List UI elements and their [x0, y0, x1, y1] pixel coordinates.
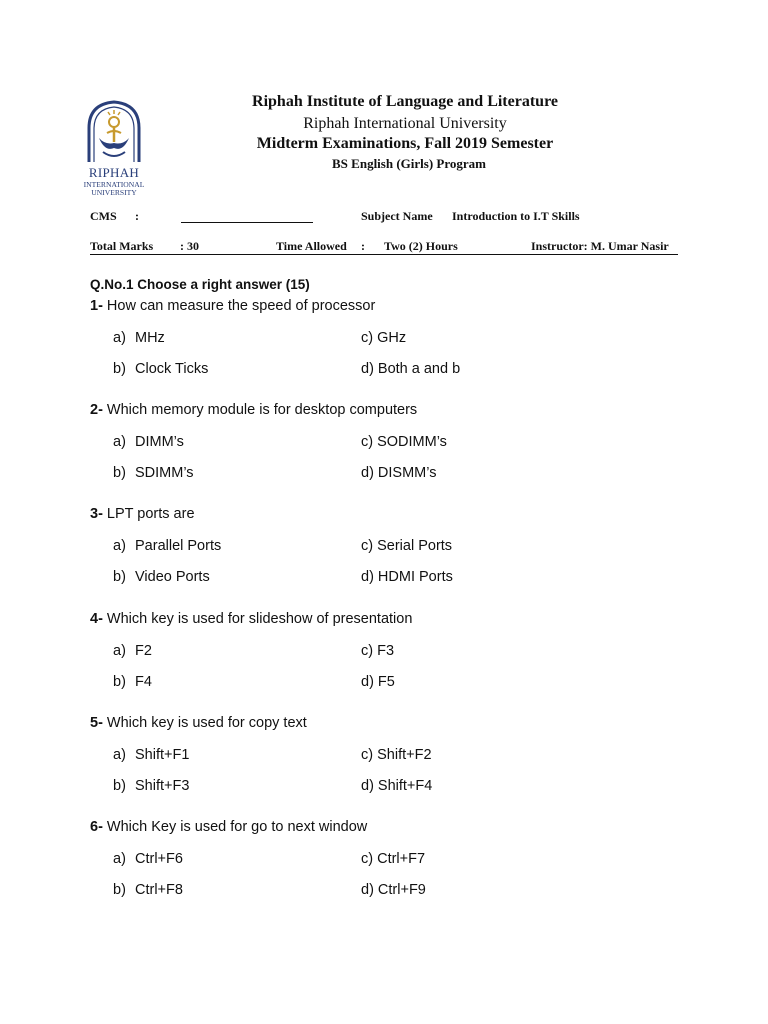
option-text: Shift+F1: [135, 747, 190, 763]
option-d: d) Ctrl+F9: [361, 882, 426, 898]
option-c: c) F3: [361, 643, 395, 659]
option-b: [113, 361, 208, 377]
header-rule: [90, 254, 678, 255]
question-number: 2-: [90, 402, 103, 418]
question-number: 4-: [90, 611, 103, 627]
cms-blank-line: [181, 222, 313, 223]
option-text: Video Ports: [135, 569, 210, 585]
option-text: Ctrl+F8: [135, 882, 183, 898]
question-number: 5-: [90, 715, 103, 731]
question-6: [90, 819, 367, 835]
question-text: How can measure the speed of processor: [102, 298, 376, 314]
option-text: SDIMM’s: [135, 465, 194, 481]
option-d: d) Both a and b: [361, 361, 461, 377]
option-marker: a): [113, 747, 126, 763]
option-c: c) GHz: [361, 330, 407, 346]
question-text: Which Key is used for go to next window: [102, 819, 368, 835]
question-2: [90, 402, 417, 418]
time-allowed-colon: :: [361, 239, 365, 253]
header-program-text: BS English (Girls) Program: [332, 156, 486, 171]
option-b: [113, 569, 210, 585]
option-a: [113, 851, 183, 867]
university-logo: [78, 100, 150, 200]
cms-colon: :: [135, 209, 139, 223]
option-a: [113, 434, 184, 450]
option-marker: a): [113, 851, 126, 867]
logo-subtitle-line1: INTERNATIONAL: [83, 180, 145, 189]
option-a: [113, 330, 165, 346]
option-a: [113, 538, 221, 554]
option-text: Shift+F3: [135, 778, 190, 794]
option-c: c) Serial Ports: [361, 538, 453, 554]
option-marker: b): [113, 778, 126, 794]
riphah-emblem-icon: [83, 100, 145, 164]
question-text: LPT ports are: [102, 506, 195, 522]
option-text: Parallel Ports: [135, 538, 222, 554]
header-exam-text: Midterm Examinations, Fall 2019 Semester: [256, 135, 554, 152]
option-text: DIMM’s: [135, 434, 184, 450]
option-marker: b): [113, 465, 126, 481]
option-marker: b): [113, 674, 126, 690]
option-marker: a): [113, 538, 126, 554]
option-marker: a): [113, 330, 126, 346]
time-allowed-value: Two (2) Hours: [384, 239, 458, 253]
logo-name: RIPHAH: [88, 165, 140, 180]
option-b: [113, 882, 183, 898]
option-d: d) DISMM’s: [361, 465, 437, 481]
option-a: [113, 747, 189, 763]
option-b: [113, 778, 189, 794]
question-text: Which key is used for copy text: [102, 715, 307, 731]
option-text: MHz: [135, 330, 165, 346]
logo-subtitle-line2: UNIVERSITY: [91, 188, 137, 197]
question-4: [90, 611, 412, 627]
subject-label: Subject Name: [361, 209, 433, 223]
option-c: c) Ctrl+F7: [361, 851, 426, 867]
option-text: F4: [135, 674, 152, 690]
option-text: Clock Ticks: [135, 361, 209, 377]
header-institute-text: Riphah Institute of Language and Literature: [252, 93, 558, 110]
header-university-text: Riphah International University: [303, 115, 507, 132]
total-marks-value: : 30: [180, 239, 199, 253]
question-5: [90, 715, 307, 731]
option-d: d) F5: [361, 674, 395, 690]
cms-label: CMS: [90, 209, 117, 223]
option-marker: a): [113, 643, 126, 659]
option-b: [113, 674, 152, 690]
option-a: [113, 643, 152, 659]
question-number: 3-: [90, 506, 103, 522]
question-text: Which key is used for slideshow of presentation: [102, 611, 413, 627]
question-3: [90, 506, 195, 522]
option-d: d) HDMI Ports: [361, 569, 453, 585]
option-marker: b): [113, 882, 126, 898]
option-marker: b): [113, 569, 126, 585]
question-number: 1-: [90, 298, 103, 314]
question-number: 6-: [90, 819, 103, 835]
section-heading: Q.No.1 Choose a right answer (15): [90, 277, 310, 292]
time-allowed-label: Time Allowed: [276, 239, 347, 253]
option-d: d) Shift+F4: [361, 778, 433, 794]
option-marker: a): [113, 434, 126, 450]
option-text: Ctrl+F6: [135, 851, 183, 867]
subject-value: Introduction to I.T Skills: [452, 209, 580, 223]
option-c: c) Shift+F2: [361, 747, 432, 763]
question-1: [90, 298, 375, 314]
instructor: Instructor: M. Umar Nasir: [531, 239, 669, 253]
option-text: F2: [135, 643, 152, 659]
option-c: c) SODIMM’s: [361, 434, 447, 450]
option-marker: b): [113, 361, 126, 377]
total-marks-label: Total Marks: [90, 239, 154, 253]
question-text: Which memory module is for desktop computers: [102, 402, 418, 418]
option-b: [113, 465, 194, 481]
